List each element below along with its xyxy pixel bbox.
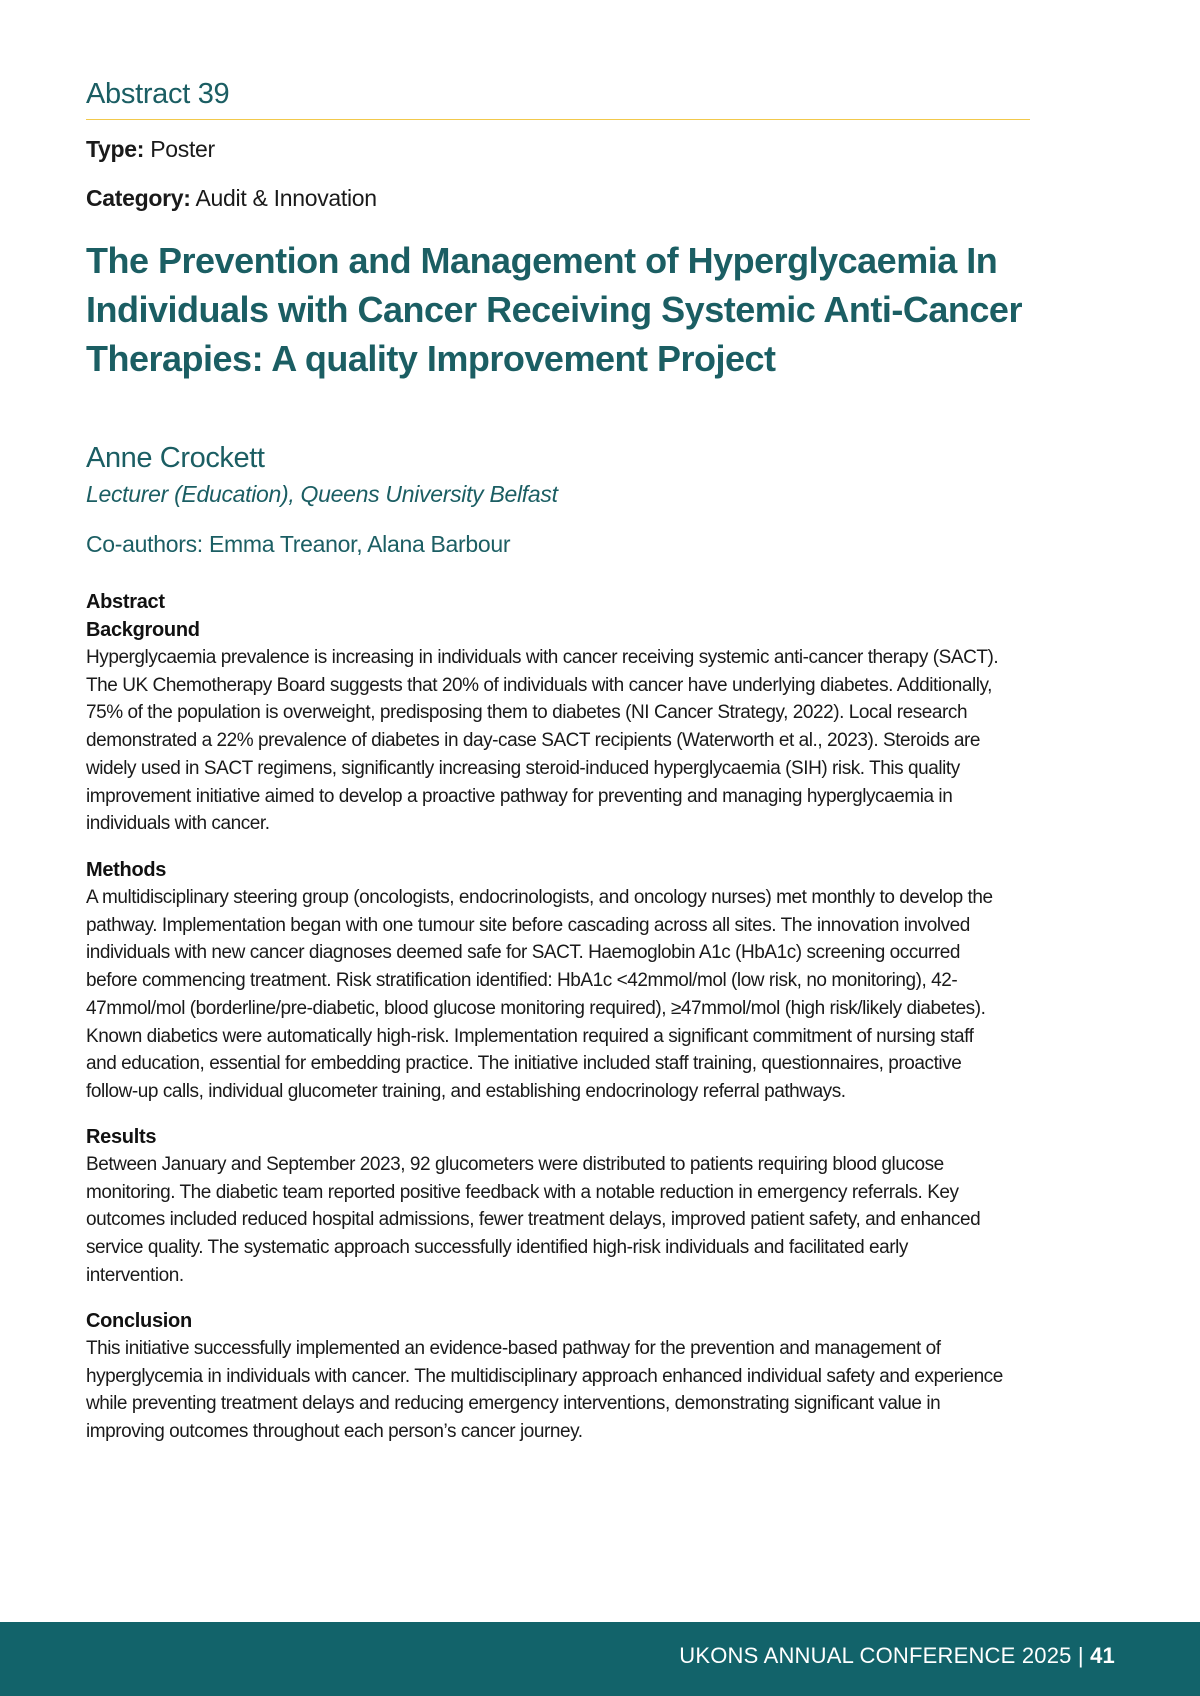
background-paragraph [86,644,1030,838]
title-line: Therapies: A quality Improvement Project [86,338,776,379]
paragraph-line: This initiative successfully implemented an evidence-based pathway for the prevention and management of [86,1338,941,1359]
results-heading: Results [86,1126,157,1148]
paragraph-line: follow-up calls, individual glucometer training, and establishing endocrinology referral pathways. [86,1080,846,1102]
paragraph-line: before commencing treatment. Risk stratification identified: HbA1c <42mmol/mol (low risk, no monitoring), 42- [86,970,958,992]
paragraph-line: demonstrated a 22% prevalence of diabetes in day-case SACT recipients (Waterworth et al., 2023). Steroids are [86,730,981,752]
paragraph-line: Hyperglycaemia prevalence is increasing in individuals with cancer receiving systemic anti-cancer therapy (SACT). [86,647,999,668]
results-section [86,1123,1030,1290]
title-line: Individuals with Cancer Receiving Systemic Anti-Cancer [86,289,1022,330]
conclusion-section [86,1307,1030,1446]
author-affiliation: Lecturer (Education), Queens University Belfast [86,481,558,507]
paragraph-line: while preventing treatment delays and reducing emergency interventions, demonstrating significant value in [86,1393,941,1415]
conclusion-heading: Conclusion [86,1310,192,1332]
paragraph-line: and education, essential for embedding practice. The initiative included staff training, questionnaires, proactive [86,1053,962,1075]
paragraph-line: Known diabetics were automatically high-risk. Implementation required a significant commitment of nursing staff [86,1025,974,1047]
conference-name: UKONS ANNUAL CONFERENCE 2025 [679,1643,1072,1668]
background-heading: Background [86,619,200,641]
footer-separator: | [1077,1643,1084,1668]
paragraph-line: individuals with cancer. [86,813,270,835]
paragraph-line: improving outcomes throughout each person’s cancer journey. [86,1421,583,1443]
results-paragraph [86,1151,1030,1290]
paragraph-line: A multidisciplinary steering group (oncologists, endocrinologists, and oncology nurses) met monthly to develop the [86,887,993,908]
abstract-number: Abstract 39 [86,78,230,110]
paragraph-line: hyperglycemia in individuals with cancer. The multidisciplinary approach enhanced individual safety and experience [86,1365,1003,1387]
paragraph-line: intervention. [86,1264,184,1286]
paragraph-line: service quality. The systematic approach successfully identified high-risk individuals and facilitated early [86,1237,908,1259]
abstract-heading: Abstract [86,591,165,613]
page-number: 41 [1090,1643,1115,1668]
paragraph-line: pathway. Implementation began with one tumour site before cascading across all sites. The innovation involved [86,914,970,936]
paragraph-line: individuals with new cancer diagnoses deemed safe for SACT. Haemoglobin A1c (HbA1c) screening occurred [86,942,960,964]
paragraph-line: 47mmol/mol (borderline/pre-diabetic, blood glucose monitoring required), ≥47mmol/mol (high risk/likely diabetes). [86,997,986,1019]
author-name: Anne Crockett [86,442,265,474]
conclusion-paragraph [86,1335,1030,1446]
footer-label [679,1643,1115,1669]
methods-heading: Methods [86,859,167,881]
paragraph-line: improvement initiative aimed to develop a proactive pathway for preventing and managing hyperglycaemia in [86,785,953,807]
type-label: Type: [86,136,145,162]
page-footer [0,1622,1200,1696]
paragraph-line: Between January and September 2023, 92 glucometers were distributed to patients requiring blood glucose [86,1154,944,1175]
paragraph-line: widely used in SACT regimens, significantly increasing steroid-induced hyperglycaemia (SIH) risk. This quality [86,757,960,779]
header-divider [86,119,1030,120]
paragraph-line: monitoring. The diabetic team reported positive feedback with a notable reduction in emergency referrals. Key [86,1181,959,1203]
methods-section [86,856,1030,1106]
title-line: The Prevention and Management of Hyperglycaemia In [86,240,998,281]
methods-paragraph [86,884,1030,1106]
type-value: Poster [150,136,215,162]
abstract-title [86,236,1030,383]
meta-type [86,136,215,163]
coauthors: Co-authors: Emma Treanor, Alana Barbour [86,531,511,557]
category-label: Category: [86,185,191,211]
meta-category [86,185,377,212]
paragraph-line: The UK Chemotherapy Board suggests that 20% of individuals with cancer have underlying diabetes. Additionally, [86,674,992,696]
category-value: Audit & Innovation [195,185,377,211]
paragraph-line: outcomes included reduced hospital admissions, fewer treatment delays, improved patient safety, and enhanced [86,1209,981,1231]
background-section [86,588,1030,838]
paragraph-line: 75% of the population is overweight, predisposing them to diabetes (NI Cancer Strategy, 2022). Local research [86,702,968,724]
